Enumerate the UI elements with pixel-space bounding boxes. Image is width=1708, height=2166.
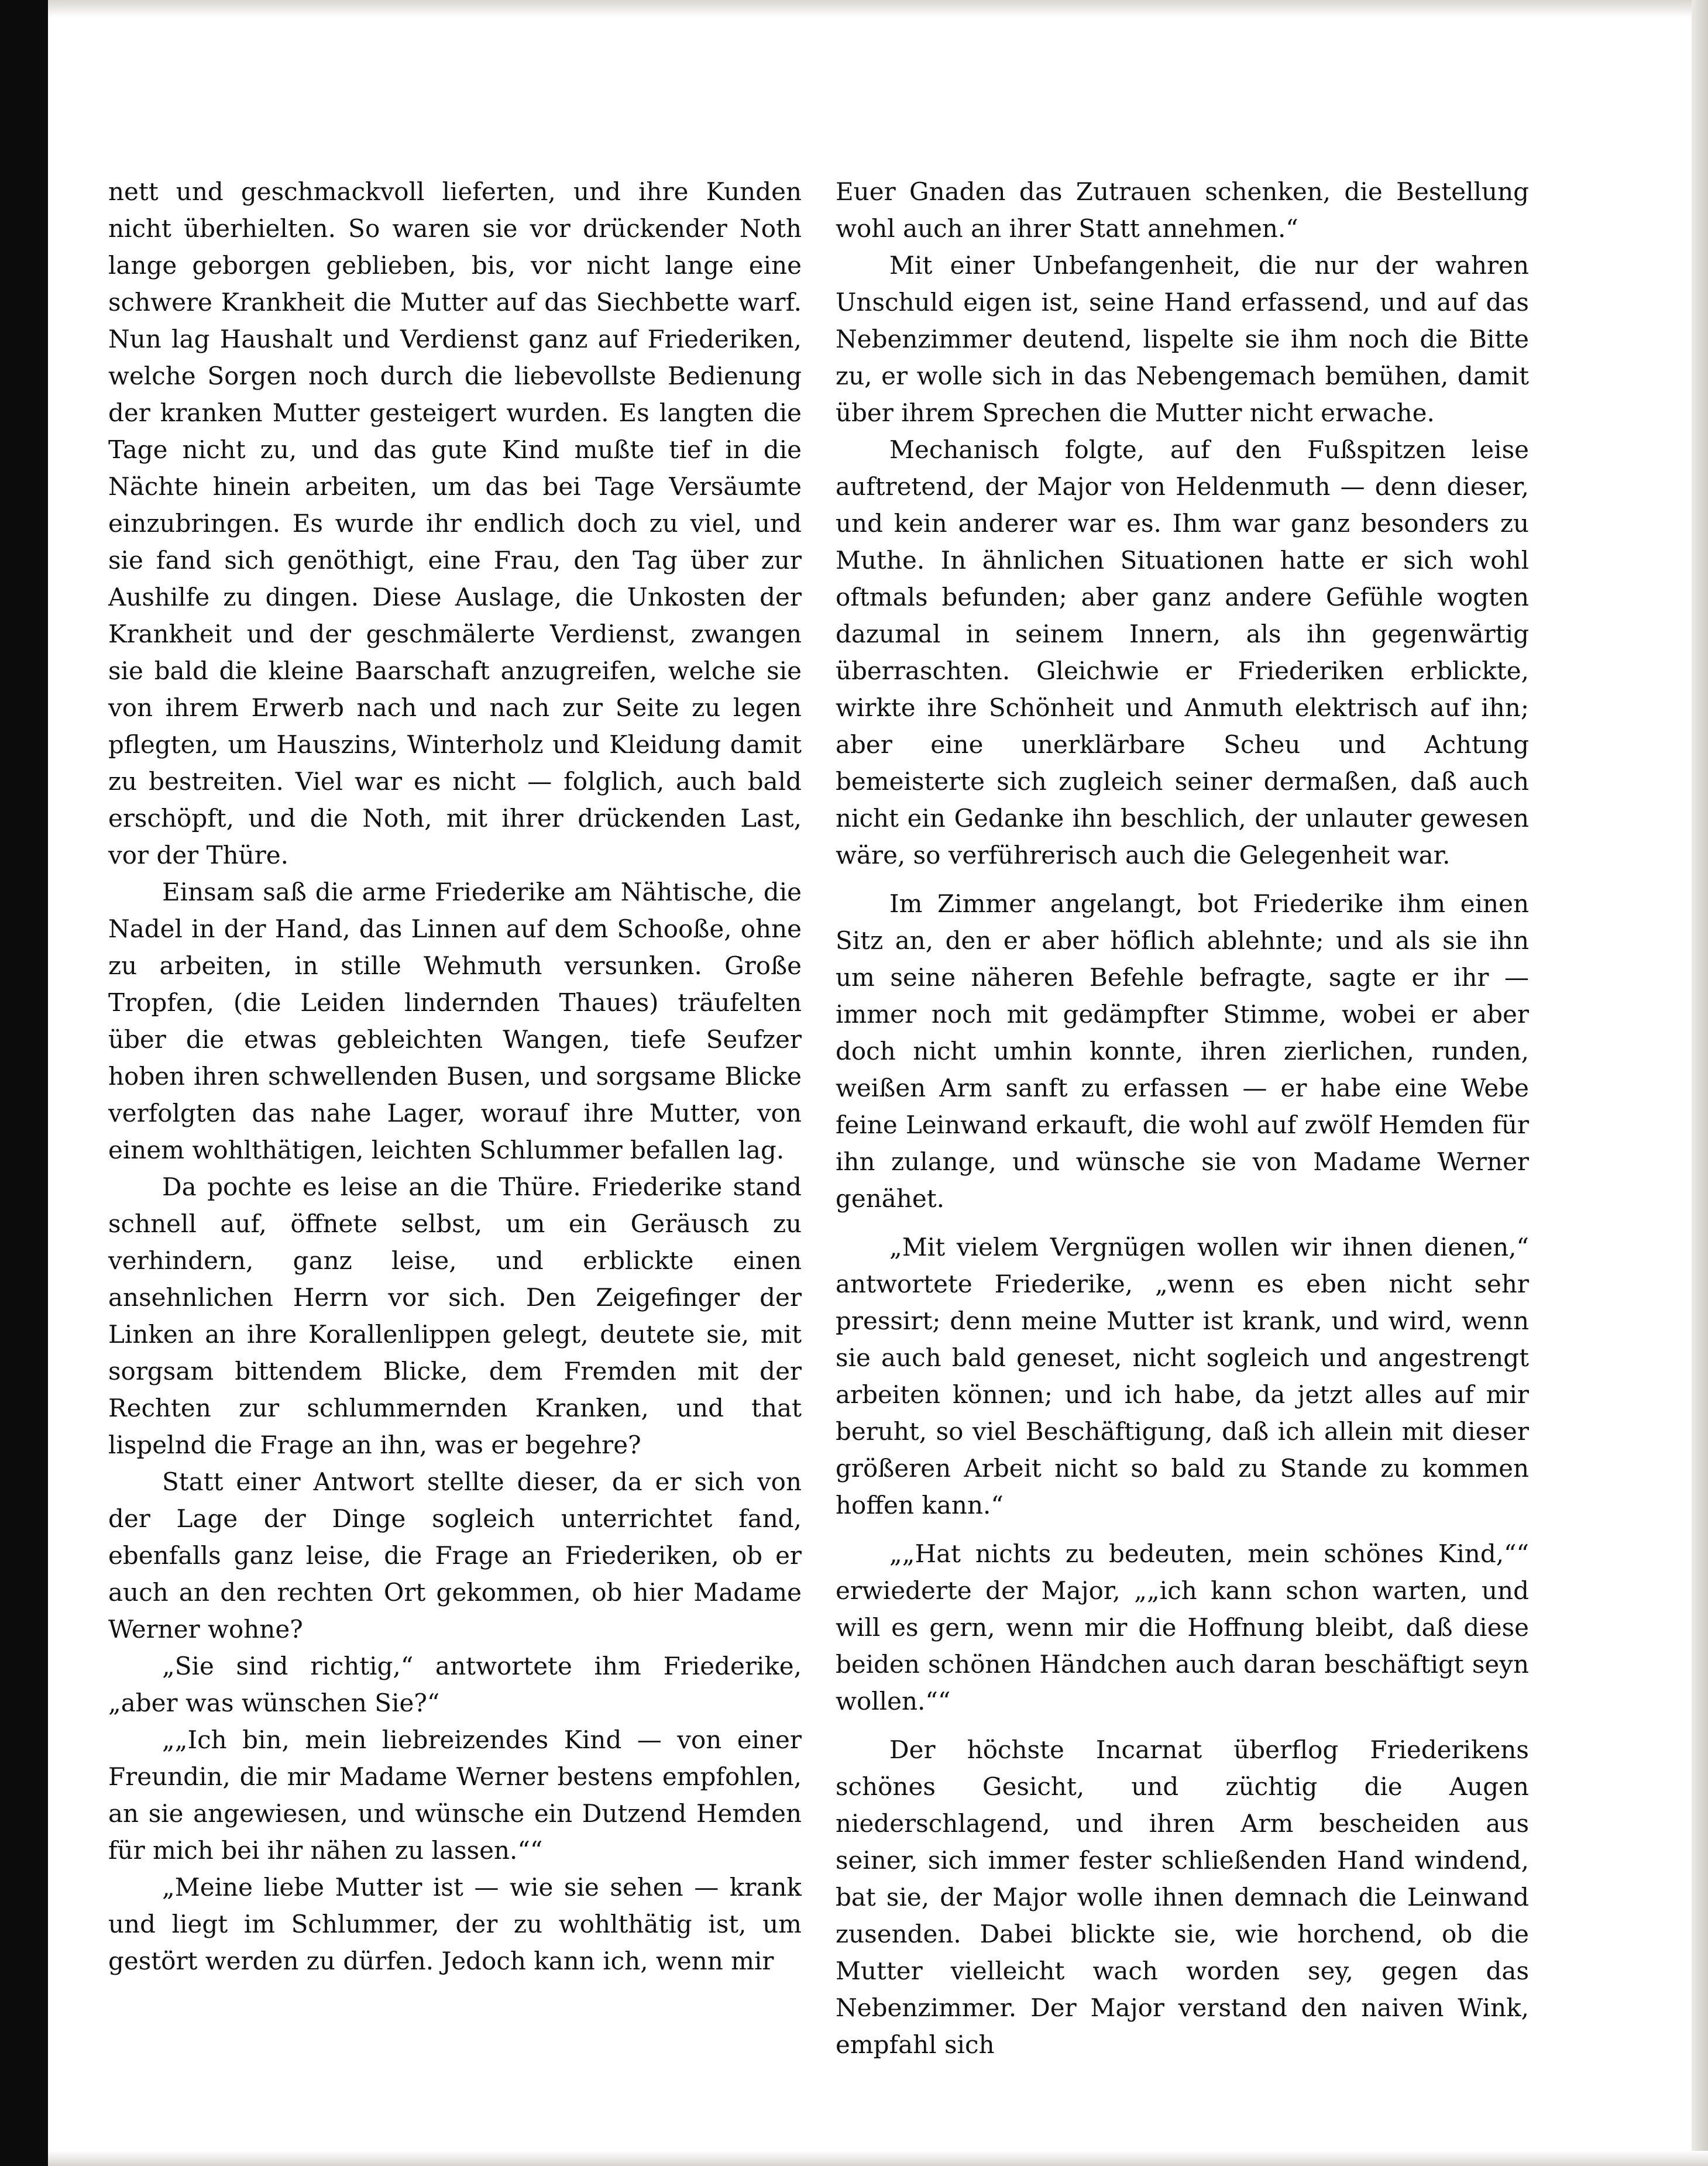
paragraph: Statt einer Antwort stellte dieser, da er sich von der Lage der Dinge sogleich unterrichtet fand, ebenfalls ganz leise, die Frage an Friederiken, ob er auch an den rechten Ort gekommen, ob hier Madame Werner wohne? [108, 1467, 802, 1644]
paragraph: „Sie sind richtig,“ antwortete ihm Friederike, „aber was wünschen Sie?“ [108, 1652, 802, 1717]
paragraph-gap [836, 1720, 1529, 1731]
paragraph: nett und geschmackvoll lieferten, und ihre Kunden nicht überhielten. So waren sie vor drückender Noth lange geborgen geblieben, bis, vor nicht lange eine schwere Krankheit die Mutter auf das Siechbette warf. Nun lag Haushalt und Verdienst ganz auf Friederiken, welche Sorgen noch durch die liebevollste Bedienung der kranken Mutter gesteigert wurden. Es langten die Tage nicht zu, und das gute Kind mußte tief in die Nächte hinein arbeiten, um das bei Tage Versäumte einzubringen. Es wurde ihr endlich doch zu viel, und sie fand sich genöthigt, eine Frau, den Tag über zur Aushilfe zu dingen. Diese Auslage, die Unkosten der Krankheit und der geschmälerte Verdienst, zwangen sie bald die kleine Baarschaft anzugreifen, welche sie von ihrem Erwerb nach und nach zur Seite zu legen pflegten, um Hauszins, Winterholz und Kleidung damit zu bestreiten. Viel war es nicht — folglich, auch bald erschöpft, und die Noth, mit ihrer drückenden Last, vor der Thüre. [108, 177, 802, 869]
page-binding-shadow [0, 0, 48, 2166]
paragraph-gap [836, 1524, 1529, 1535]
paragraph-gap [836, 874, 1529, 885]
page-right-edge [1692, 0, 1708, 2166]
paragraph: Einsam saß die arme Friederike am Nähtische, die Nadel in der Hand, das Linnen auf dem Schooße, ohne zu arbeiten, in stille Wehmuth versunken. Große Tropfen, (die Leiden lindernden Thaues) träufelten über die etwas gebleichten Wangen, tiefe Seufzer hoben ihren schwellenden Busen, und sorgsame Blicke verfolgten das nahe Lager, worauf ihre Mutter, von einem wohlthätigen, leichten Schlummer befallen lag. [108, 878, 802, 1164]
page-top-edge [48, 0, 1692, 18]
paragraph: Da pochte es leise an die Thüre. Friederike stand schnell auf, öffnete selbst, um ein Geräusch zu verhindern, ganz leise, und erblickte einen ansehnlichen Herrn vor sich. Den Zeigefinger der Linken an ihre Korallenlippen gelegt, deutete sie, mit sorgsam bittendem Blicke, dem Fremden mit der Rechten zur schlummernden Kranken, und that lispelnd die Frage an ihn, was er begehre? [108, 1173, 802, 1459]
paragraph: Im Zimmer angelangt, bot Friederike ihm einen Sitz an, den er aber höflich ablehnte; und als sie ihn um seine näheren Befehle befragte, sagte er ihr — immer noch mit gedämpfter Stimme, wobei er aber doch nicht umhin konnte, ihren zierlichen, runden, weißen Arm sanft zu erfassen — er habe eine Webe feine Leinwand erkauft, die wohl auf zwölf Hemden für ihn zulange, und wünsche sie von Madame Werner genähet. [836, 889, 1529, 1213]
right-text-column [836, 173, 1529, 2063]
paragraph: Mit einer Unbefangenheit, die nur der wahren Unschuld eigen ist, seine Hand erfassend, und auf das Nebenzimmer deutend, lispelte sie ihm noch die Bitte zu, er wolle sich in das Nebengemach bemühen, damit über ihrem Sprechen die Mutter nicht erwache. [836, 251, 1529, 427]
paragraph: Euer Gnaden das Zutrauen schenken, die Bestellung wohl auch an ihrer Statt annehmen.“ [836, 177, 1529, 243]
paragraph: „„Ich bin, mein liebreizendes Kind — von einer Freundin, die mir Madame Werner bestens empfohlen, an sie angewiesen, und wünsche ein Dutzend Hemden für mich bei ihr nähen zu lassen.““ [108, 1725, 802, 1865]
paragraph: „„Hat nichts zu bedeuten, mein schönes Kind,““ erwiederte der Major, „„ich kann schon warten, und will es gern, wenn mir die Hoffnung bleibt, daß diese beiden schönen Händchen auch daran beschäftigt seyn wollen.““ [836, 1539, 1529, 1715]
paragraph: „Mit vielem Vergnügen wollen wir ihnen dienen,“ antwortete Friederike, „wenn es eben nicht sehr pressirt; denn meine Mutter ist krank, und wird, wenn sie auch bald geneset, nicht sogleich und angestrengt arbeiten können; und ich habe, da jetzt alles auf mir beruht, so viel Beschäftigung, daß ich allein mit dieser größeren Arbeit nicht so bald zu Stande zu kommen hoffen kann.“ [836, 1233, 1529, 1519]
left-text-column [108, 173, 802, 1979]
paragraph: Mechanisch folgte, auf den Fußspitzen leise auftretend, der Major von Heldenmuth — denn dieser, und kein anderer war es. Ihm war ganz besonders zu Muthe. In ähnlichen Situationen hatte er sich wohl oftmals befunden; aber ganz andere Gefühle wogten dazumal in seinem Innern, als ihn gegenwärtig überraschten. Gleichwie er Friederiken erblickte, wirkte ihre Schönheit und Anmuth elektrisch auf ihn; aber eine unerklärbare Scheu und Achtung bemeisterte sich zugleich seiner dermaßen, daß auch nicht ein Gedanke ihn beschlich, der unlauter gewesen wäre, so verführerisch auch die Gelegenheit war. [836, 435, 1529, 869]
paragraph: Der höchste Incarnat überflog Friederikens schönes Gesicht, und züchtig die Augen niederschlagend, und ihren Arm bescheiden aus seiner, sich immer fester schließenden Hand windend, bat sie, der Major wolle ihnen demnach die Leinwand zusenden. Dabei blickte sie, wie horchend, ob die Mutter vielleicht wach worden sey, gegen das Nebenzimmer. Der Major verstand den naiven Wink, empfahl sich [836, 1735, 1529, 2059]
page-bottom-edge [48, 2151, 1708, 2166]
paragraph: „Meine liebe Mutter ist — wie sie sehen — krank und liegt im Schlummer, der zu wohlthätig ist, um gestört werden zu dürfen. Jedoch kann ich, wenn mir [108, 1873, 802, 1975]
paragraph-gap [836, 1217, 1529, 1229]
